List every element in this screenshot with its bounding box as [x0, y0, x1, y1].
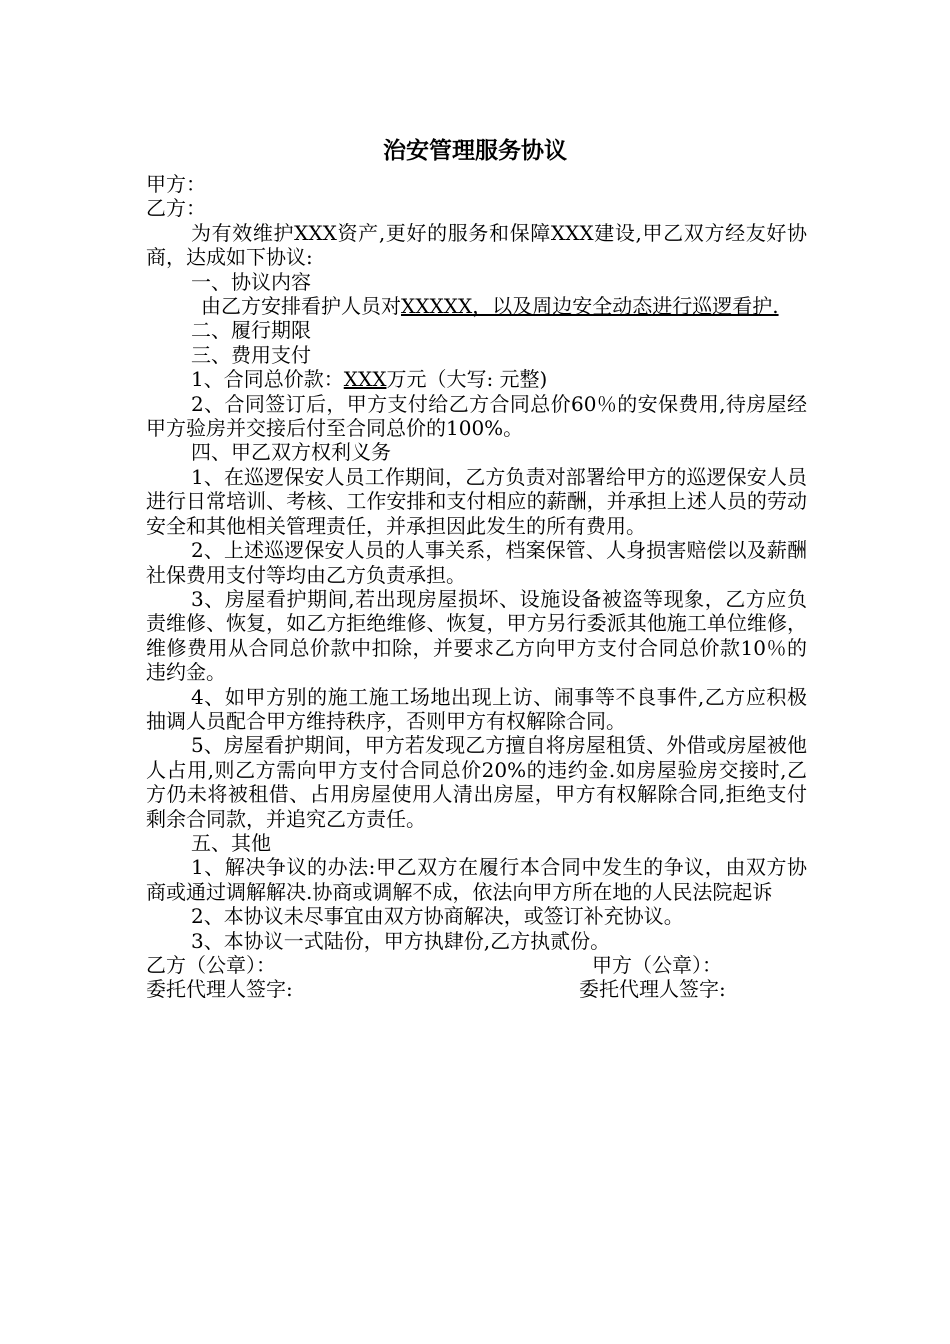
- signature-agent-row: [146, 977, 807, 1001]
- section-4-item-1: 1、在巡逻保安人员工作期间，乙方负责对部署给甲方的巡逻保安人员进行日常培训、考核、工作安排和支付相应的薪酬，并承担上述人员的劳动安全和其他相关管理责任，并承担因此发生的所有费用。: [146, 464, 807, 538]
- section-4-item-2: 2、上述巡逻保安人员的人事关系，档案保管、人身损害赔偿以及薪酬社保费用支付等均由乙方负责承担。: [146, 538, 807, 587]
- document-body: [146, 172, 807, 1002]
- contract-price-value: XXX: [343, 367, 387, 392]
- section-2-heading: 二、履行期限: [191, 318, 311, 343]
- section-1-text: 由乙方安排看护人员对: [201, 294, 401, 319]
- section-5-item-2: 2、本协议未尽事宜由双方协商解决，或签订补充协议。: [191, 904, 684, 929]
- section-4-item-5: 5、房屋看护期间，甲方若发现乙方擅自将房屋租赁、外借或房屋被他人占用,则乙方需向甲方支付合同总价20%的违约金.如房屋验房交接时,乙方仍未将被租借、占用房屋使用人清出房屋，甲方有权解除合同,拒绝支付剩余合同款，并追究乙方责任。: [146, 733, 807, 831]
- section-4-item-4: 4、如甲方别的施工施工场地出现上访、闹事等不良事件,乙方应积极抽调人员配合甲方维持秩序，否则甲方有权解除合同。: [146, 684, 807, 733]
- document-title: 治安管理服务协议: [383, 138, 567, 164]
- contract-price-label: 1、合同总价款：: [191, 367, 344, 392]
- section-4-item-3: 3、房屋看护期间,若出现房屋损坏、设施设备被盗等现象，乙方应负责维修、恢复，如乙方拒绝维修、恢复，甲方另行委派其他施工单位维修，维修费用从合同总价款中扣除，并要求乙方向甲方支付合同总价款10％的违约金。: [146, 586, 807, 685]
- party-a-agent-label: 委托代理人签字:: [579, 977, 726, 1002]
- section-3-item-1: [146, 367, 807, 391]
- section-3-item-2: 2、合同签订后，甲方支付给乙方合同总价60％的安保费用,待房屋经甲方验房并交接后付至合同总价的100%。: [146, 391, 807, 441]
- section-4-heading: 四、甲乙双方权利义务: [191, 440, 391, 465]
- section-3-heading: 三、费用支付: [191, 342, 311, 367]
- party-a-line: 甲方：: [146, 172, 206, 196]
- section-1-paragraph: [146, 294, 807, 318]
- section-5-heading: 五、其他: [191, 830, 271, 855]
- signature-seal-row: [146, 953, 807, 977]
- contract-price-unit: 万元（大写: 元整): [386, 367, 548, 392]
- section-1-heading: 一、协议内容: [191, 269, 311, 294]
- party-b-line: 乙方：: [146, 196, 206, 221]
- section-1-underlined-text: XXXXX，以及周边安全动态进行巡逻看护.: [401, 294, 779, 319]
- party-b-seal-label: 乙方（公章）：: [146, 953, 276, 977]
- section-5-item-3: 3、本协议一式陆份，甲方执肆份,乙方执贰份。: [191, 928, 611, 953]
- party-b-agent-label: 委托代理人签字:: [146, 977, 293, 1002]
- intro-paragraph: 为有效维护XXX资产,更好的服务和保障XXX建设,甲乙双方经友好协商，达成如下协议:: [146, 220, 807, 270]
- party-a-seal-label: 甲方（公章）：: [592, 953, 722, 977]
- section-5-item-1: 1、解决争议的办法:甲乙双方在履行本合同中发生的争议，由双方协商或通过调解解决.协商或调解不成，依法向甲方所在地的人民法院起诉: [146, 855, 807, 904]
